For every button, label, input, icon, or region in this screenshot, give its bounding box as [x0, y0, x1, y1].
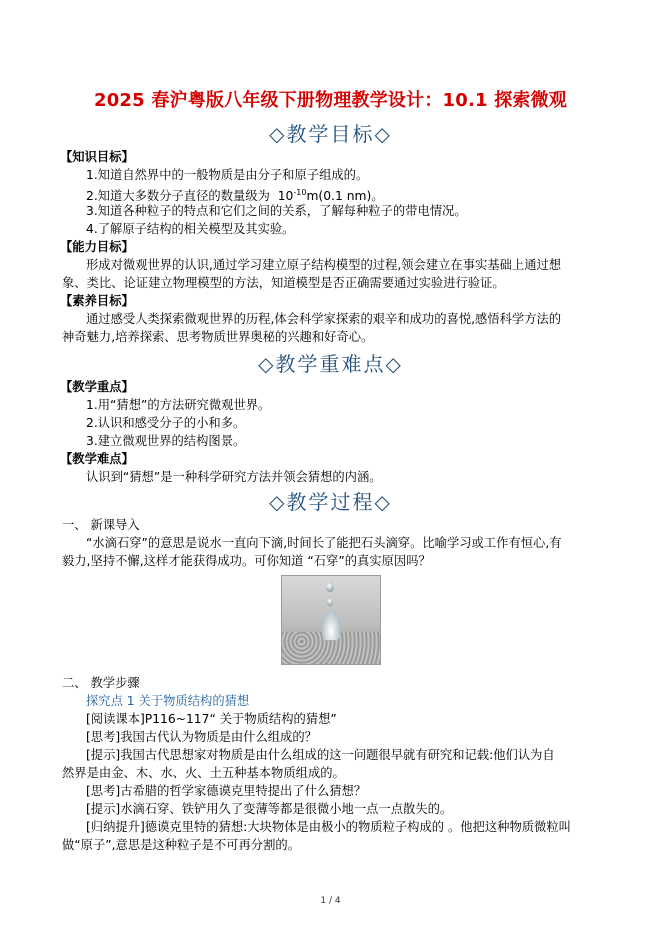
document-title: 2025 春沪粤版八年级下册物理教学设计：10.1 探索微观 — [93, 90, 568, 111]
step-line-think-1: [思考]我国古代认为物质是由什么组成的？ — [86, 730, 317, 744]
difficult-points-heading: 【教学难点】 — [60, 452, 134, 466]
literacy-goals-heading: 【素养目标】 — [60, 294, 134, 308]
intro-text-line-1: “水滴石穿”的意思是说水一直向下滴,时间长了能把石头滴穿。比喻学习或工作有恒心,有 — [86, 536, 562, 550]
page-number: 1 / 4 — [320, 896, 341, 906]
key-points-heading: 【教学重点】 — [60, 380, 134, 394]
ability-goals-heading: 【能力目标】 — [60, 240, 134, 254]
key-point-1: 1.用“猜想”的方法研究微观世界。 — [86, 398, 271, 412]
ability-text-line-1: 形成对微观世界的认识,通过学习建立原子结构模型的过程,领会建立在事实基础上通过想 — [86, 258, 562, 272]
step-line-hint-1: [提示]我国古代思想家对物质是由什么组成的这一问题很早就有研究和记载:他们认为自 — [86, 748, 555, 762]
key-point-2: 2.认识和感受分子的小和多。 — [86, 416, 246, 430]
water-drop-stone-image — [281, 575, 381, 665]
explore-point-1: 探究点 1 关于物质结构的猜想 — [86, 694, 250, 708]
step-line-read: [阅读课本]P116~117“ 关于物质结构的猜想” — [86, 712, 337, 726]
intro-text-line-2: 毅力,坚持不懈,这样才能获得成功。可你知道 “石穿”的真实原因吗？ — [62, 554, 431, 568]
water-drop-small-icon — [327, 598, 333, 606]
step-line-summary: [归纳提升]德谟克里特的猜想:大块物体是由极小的物质粒子构成的 。他把这种物质微粒叫 — [86, 820, 571, 834]
section-heading-goals: ◇教学目标◇ — [269, 122, 392, 146]
ability-text-line-2: 象、类比、论证建立物理模型的方法，知道模型是否正确需要通过实验进行验证。 — [62, 276, 505, 290]
steps-heading: 二、 教学步骤 — [62, 676, 140, 690]
knowledge-item-2: 2.知道大多数分子直径的数量级为 $10^{-10}m(0.1$ nm)。 — [86, 188, 384, 204]
knowledge-goals-heading: 【知识目标】 — [60, 150, 134, 164]
knowledge-item-3: 3.知道各种粒子的特点和它们之间的关系，了解每种粒子的带电情况。 — [86, 204, 467, 218]
step-line-hint-1-cont: 然界是由金、木、水、火、土五种基本物质组成的。 — [62, 766, 345, 780]
knowledge-item-4: 4.了解原子结构的相关模型及其实验。 — [86, 222, 295, 236]
key-point-3: 3.建立微观世界的结构图景。 — [86, 434, 246, 448]
step-line-summary-cont: 做“原子”,意思是这种粒子是不可再分割的。 — [62, 838, 300, 852]
step-line-think-2: [思考]古希腊的哲学家德谟克里特提出了什么猜想？ — [86, 784, 367, 798]
section-heading-keypoints: ◇教学重难点◇ — [258, 352, 403, 376]
intro-heading: 一、 新课导入 — [62, 518, 140, 532]
literacy-text-line-2: 神奇魅力,培养探索、思考物质世界奥秘的兴趣和好奇心。 — [62, 330, 374, 344]
water-drop-icon — [326, 582, 334, 592]
step-line-hint-2: [提示]水滴石穿、铁铲用久了变薄等都是很微小地一点一点散失的。 — [86, 802, 453, 816]
section-heading-process: ◇教学过程◇ — [269, 490, 392, 514]
difficult-point-text: 认识到“猜想”是一种科学研究方法并领会猜想的内涵。 — [86, 470, 382, 484]
literacy-text-line-1: 通过感受人类探索微观世界的历程,体会科学家探索的艰辛和成功的喜悦,感悟科学方法的 — [86, 312, 562, 326]
water-splash-icon — [322, 610, 340, 640]
knowledge-item-1: 1.知道自然界中的一般物质是由分子和原子组成的。 — [86, 168, 369, 182]
